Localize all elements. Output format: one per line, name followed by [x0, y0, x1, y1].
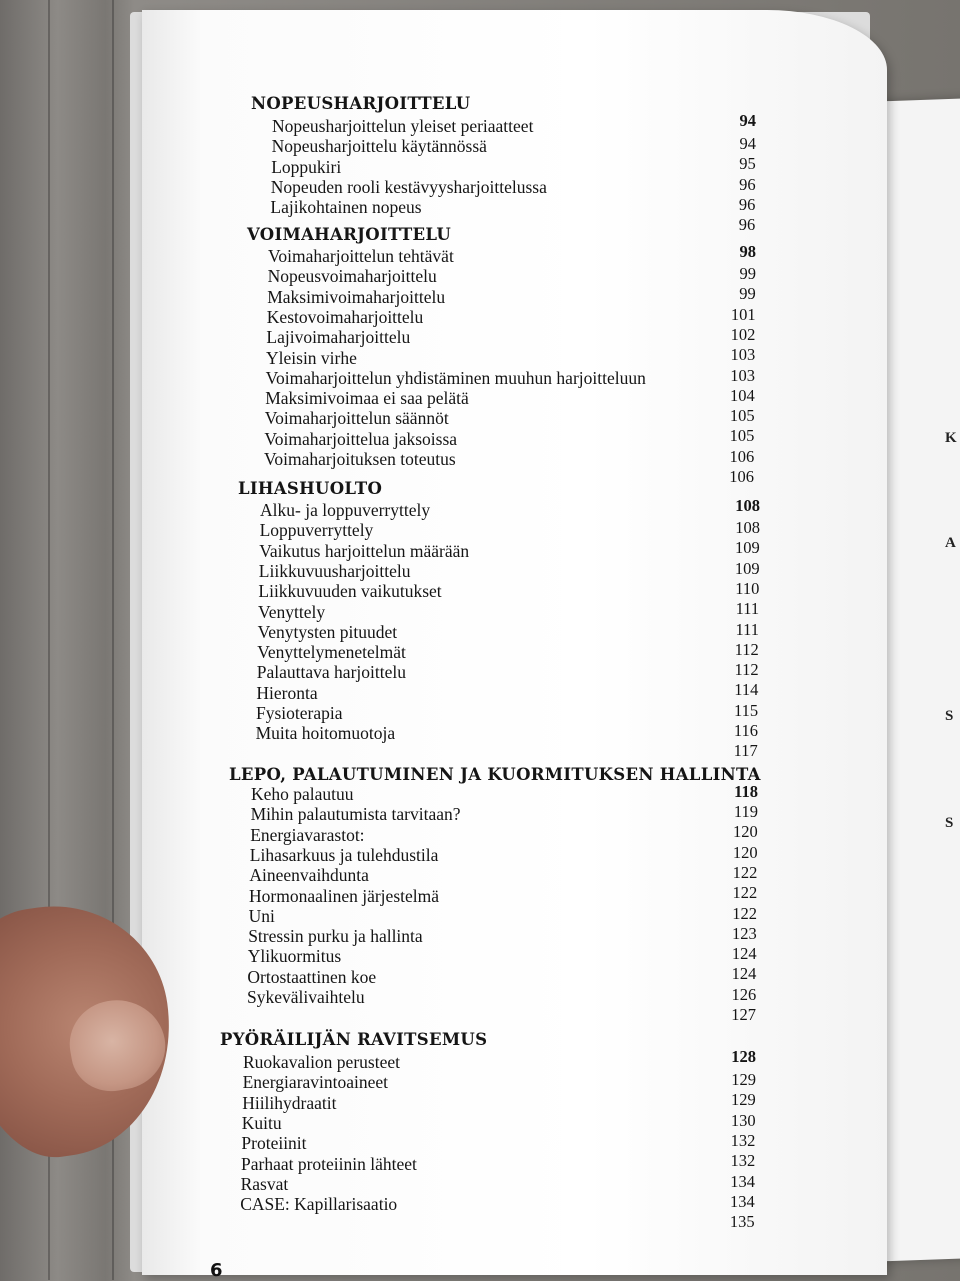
toc-entry: Parhaat proteiinin lähteet [241, 1153, 417, 1174]
toc-entry-page: 132 [730, 1130, 756, 1150]
toc-section-page: 108 [735, 496, 760, 515]
toc-entry: Ruokavalion perusteet [243, 1052, 400, 1072]
toc-entry-page: 103 [730, 365, 755, 385]
toc-entry: Mihin palautumista tarvitaan? [250, 804, 461, 825]
toc-entry: Yleisin virhe [266, 347, 357, 368]
toc-entry: Stressin purku ja hallinta [248, 926, 423, 947]
facing-page-letter: A [945, 535, 956, 551]
toc-entry-page: 126 [731, 984, 757, 1004]
toc-entry-page: 101 [730, 304, 756, 324]
toc-entry: Energiavarastot: [250, 824, 365, 845]
toc-entry: Alku- ja loppuverryttely [260, 500, 431, 520]
toc-entry-page: 104 [730, 385, 755, 405]
toc-section-page: 128 [731, 1047, 756, 1066]
toc-entry-page: 115 [734, 700, 759, 720]
facing-page-letter: S [945, 815, 954, 831]
toc-entry: Venyttelymenetelmät [257, 642, 406, 663]
toc-entry-page: 105 [729, 426, 755, 446]
toc-entry-page: 122 [732, 883, 758, 903]
toc-section-title: PYÖRÄILIJÄN RAVITSEMUS [220, 1030, 488, 1049]
toc-entry-page: 96 [738, 215, 756, 235]
toc-entry-page: 129 [731, 1070, 756, 1089]
toc-entry-page: 130 [730, 1110, 756, 1130]
toc-entry: Maksimivoimaa ei saa pelätä [265, 388, 469, 409]
toc-entry-page: 99 [739, 284, 756, 304]
toc-entry: Nopeuden rooli kestävyysharjoittelussa [270, 176, 547, 197]
toc-entry-page: 112 [734, 660, 759, 680]
toc-entry: Nopeusvoimaharjoittelu [267, 266, 437, 287]
toc-entry-page: 96 [739, 174, 756, 194]
toc-entry-page: 94 [739, 134, 756, 153]
toc-entry: Keho palautuu [251, 784, 354, 804]
toc-entry-page: 103 [730, 345, 756, 365]
toc-entry: Venyttely [258, 601, 326, 622]
toc-entry-page: 96 [738, 194, 756, 214]
toc-entry-page: 99 [739, 264, 756, 283]
toc-entry: Voimaharjoittelua jaksoissa [264, 428, 458, 449]
toc-section-page: 94 [739, 111, 756, 130]
toc-entry-page: 106 [729, 446, 755, 466]
toc-entry: Voimaharjoituksen toteutus [264, 449, 456, 469]
toc-entry-page: 105 [729, 406, 755, 426]
toc-entry-page: 106 [729, 467, 754, 486]
toc-entry: Lajikohtainen nopeus [270, 197, 422, 218]
toc-entry: Aineenvaihdunta [249, 865, 369, 886]
toc-entry: Maksimivoimaharjoittelu [267, 286, 446, 307]
toc-entry-page: 124 [731, 944, 757, 964]
toc-entry: CASE: Kapillarisaatio [240, 1194, 398, 1215]
toc-entry: Rasvat [240, 1173, 289, 1194]
toc-entry: Venytysten pituudet [257, 621, 398, 642]
toc-section-title: LEPO, PALAUTUMINEN JA KUORMITUKSEN HALLINTA [229, 765, 761, 784]
toc-entry-page: 134 [730, 1191, 755, 1211]
toc-entry-page: 109 [734, 558, 760, 578]
toc-entry-page: 122 [732, 903, 757, 923]
toc-entry: Voimaharjoittelun yhdistäminen muuhun harjoitteluun [265, 367, 646, 388]
toc-entry: Vaikutus harjoittelun määrään [259, 540, 470, 561]
toc-entry-page: 127 [731, 1005, 756, 1024]
toc-entry: Fysioterapia [256, 703, 343, 723]
toc-entry-page: 112 [734, 639, 759, 659]
toc-entry-page: 123 [732, 923, 757, 943]
toc-entry-page: 120 [733, 822, 758, 842]
toc-entry-page: 132 [730, 1151, 756, 1171]
toc-entry: Nopeusharjoittelu käytännössä [271, 136, 487, 157]
toc-entry-page: 134 [730, 1171, 755, 1191]
toc-entry-page: 111 [735, 619, 759, 639]
toc-entry-page: 120 [732, 842, 758, 862]
toc-entry: Liikkuvuuden vaikutukset [258, 581, 442, 602]
toc-section-title: NOPEUSHARJOITTELU [251, 94, 471, 113]
toc-entry-page: 109 [735, 538, 760, 558]
toc-entry: Voimaharjoittelun säännöt [264, 408, 449, 429]
toc-entry-page: 117 [733, 741, 758, 761]
toc-entry: Ortostaattinen koe [247, 966, 377, 987]
toc-entry: Ylikuormitus [247, 946, 342, 967]
toc-entry-page: 102 [730, 324, 756, 344]
toc-section-title: VOIMAHARJOITTELU [247, 225, 452, 244]
toc-entry-page: 114 [734, 680, 759, 700]
toc-entry: Voimaharjoittelun tehtävät [268, 246, 454, 266]
toc-entry-page: 122 [732, 862, 758, 882]
facing-page-letter: K [945, 430, 957, 446]
toc-entry: Kestovoimaharjoittelu [266, 306, 424, 327]
toc-entry-page: 111 [735, 599, 760, 619]
page-number: 6 [210, 1260, 223, 1281]
toc-entry-page: 95 [739, 154, 756, 174]
toc-entry: Sykevälivaihtelu [247, 987, 365, 1007]
toc-section-title: LIHASHUOLTO [238, 479, 383, 498]
toc-entry-page: 110 [735, 578, 760, 598]
toc-entry: Proteiinit [241, 1133, 307, 1154]
toc-entry-page: 108 [735, 518, 760, 537]
toc-entry: Loppukiri [271, 156, 342, 177]
toc-entry: Muita hoitomuotoja [255, 723, 396, 744]
toc-entry: Nopeusharjoittelun yleiset periaatteet [272, 116, 534, 136]
toc-section-page: 98 [739, 242, 756, 261]
toc-entry-page: 124 [731, 964, 757, 984]
toc-entry: Hieronta [256, 682, 318, 703]
toc-entry-page: 116 [733, 721, 758, 740]
toc-entry: Palauttava harjoittelu [256, 662, 406, 683]
toc-entry: Liikkuvuusharjoittelu [258, 560, 411, 581]
toc-entry: Hormonaalinen järjestelmä [249, 885, 439, 906]
facing-page-letter: S [945, 708, 954, 724]
toc-entry: Uni [248, 905, 275, 926]
toc-entry: Lihasarkuus ja tulehdustila [249, 844, 439, 865]
toc-entry: Lajivoimaharjoittelu [266, 327, 411, 348]
toc-section-page: 118 [734, 782, 758, 801]
toc-entry: Loppuverryttely [259, 520, 374, 541]
toc-entry-page: 135 [729, 1212, 755, 1232]
toc-entry-page: 119 [733, 802, 758, 821]
toc-entry-page: 129 [731, 1090, 756, 1110]
toc-entry: Hiilihydraatit [242, 1092, 337, 1113]
toc-entry: Kuitu [241, 1112, 282, 1133]
toc-entry: Energiaravintoaineet [242, 1072, 389, 1093]
